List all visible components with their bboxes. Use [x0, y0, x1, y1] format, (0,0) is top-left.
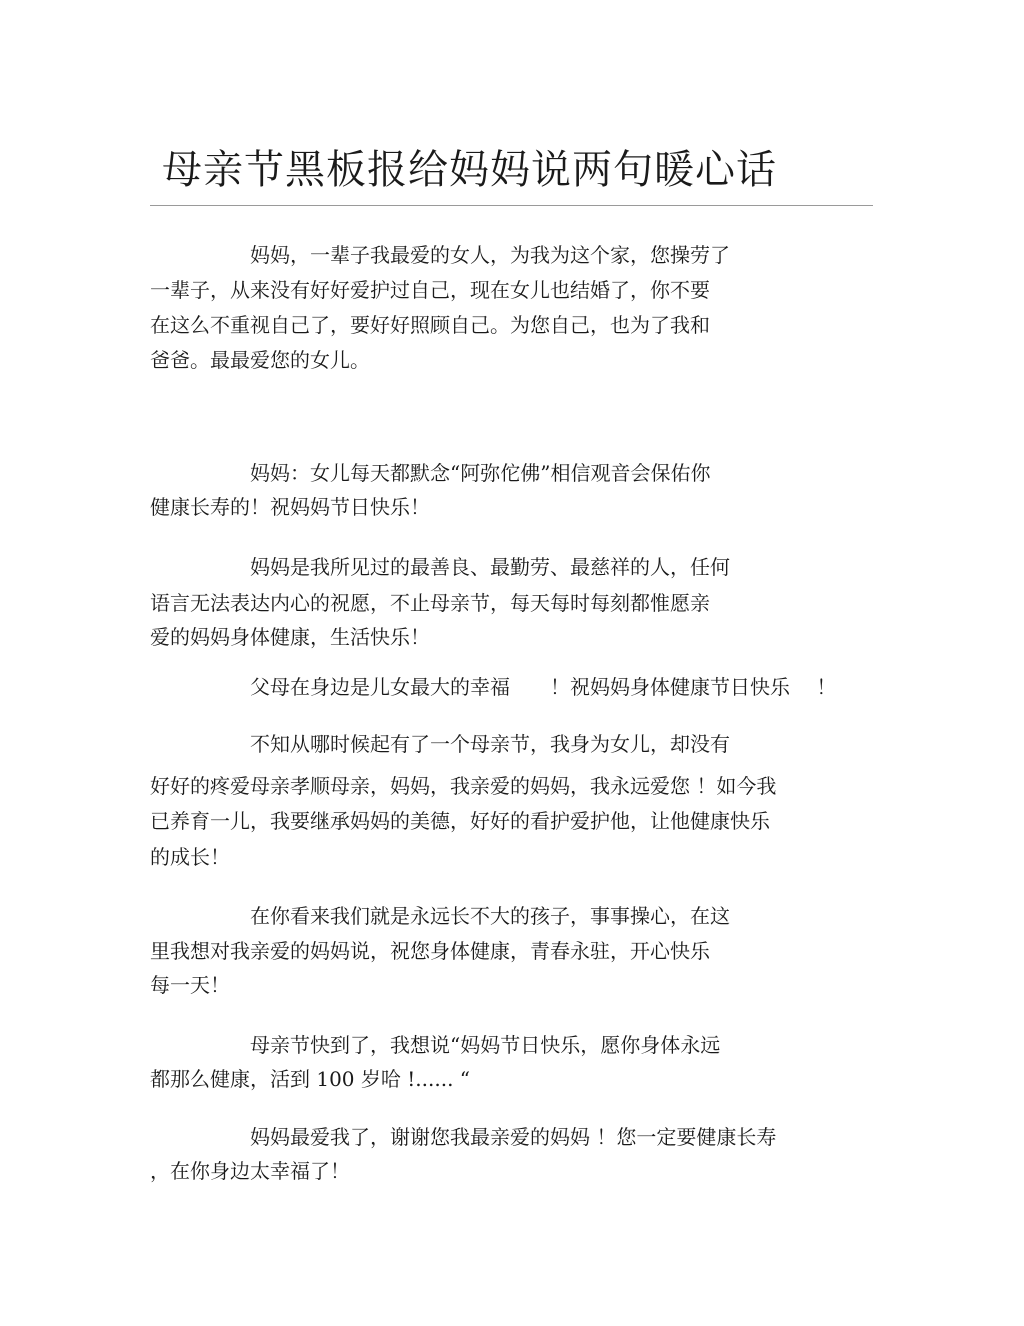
paragraph-line: 每一天！ — [150, 973, 230, 997]
paragraph-line: 妈妈，一辈子我最爱的女人，为我为这个家，您操劳了 — [250, 243, 730, 267]
paragraph-line: 在你看来我们就是永远长不大的孩子，事事操心，在这 — [250, 904, 730, 928]
paragraph-line: 都那么健康，活到 100 岁哈 !...... “ — [150, 1067, 471, 1091]
paragraph-line: 妈妈是我所见过的最善良、最勤劳、最慈祥的人，任何 — [250, 555, 730, 579]
paragraph-line: 妈妈最爱我了，谢谢您我最亲爱的妈妈 ！您一定要健康长寿 — [250, 1125, 777, 1149]
paragraph-line: 好好的疼爱母亲孝顺母亲，妈妈，我亲爱的妈妈，我永远爱您 ！如今我 — [150, 774, 777, 798]
page-title: 母亲节黑板报给妈妈说两句暖心话 — [162, 147, 777, 193]
paragraph-line: 妈妈：女儿每天都默念“阿弥佗佛”相信观音会保佑你 — [250, 461, 711, 485]
paragraph-line: 一辈子，从来没有好好爱护过自己，现在女儿也结婚了，你不要 — [150, 278, 710, 302]
paragraph-line: 语言无法表达内心的祝愿，不止母亲节，每天每时每刻都惟愿亲 — [150, 591, 710, 615]
paragraph-line: 父母在身边是儿女最大的幸福 ！祝妈妈身体健康节日快乐 ！ — [250, 675, 837, 699]
paragraph-line: 不知从哪时候起有了一个母亲节，我身为女儿，却没有 — [250, 732, 730, 756]
title-divider — [150, 205, 873, 206]
paragraph-line: 的成长！ — [150, 845, 230, 869]
paragraph-line: ，在你身边太幸福了！ — [150, 1159, 350, 1183]
paragraph-line: 里我想对我亲爱的妈妈说，祝您身体健康，青春永驻，开心快乐 — [150, 939, 710, 963]
paragraph-line: 母亲节快到了，我想说“妈妈节日快乐，愿你身体永远 — [250, 1033, 721, 1057]
paragraph-line: 在这么不重视自己了，要好好照顾自己。为您自己，也为了我和 — [150, 313, 710, 337]
paragraph-line: 健康长寿的！祝妈妈节日快乐！ — [150, 495, 430, 519]
paragraph-line: 已养育一儿，我要继承妈妈的美德，好好的看护爱护他，让他健康快乐 — [150, 809, 770, 833]
paragraph-line: 爸爸。最最爱您的女儿。 — [150, 348, 370, 372]
paragraph-line: 爱的妈妈身体健康，生活快乐！ — [150, 625, 430, 649]
